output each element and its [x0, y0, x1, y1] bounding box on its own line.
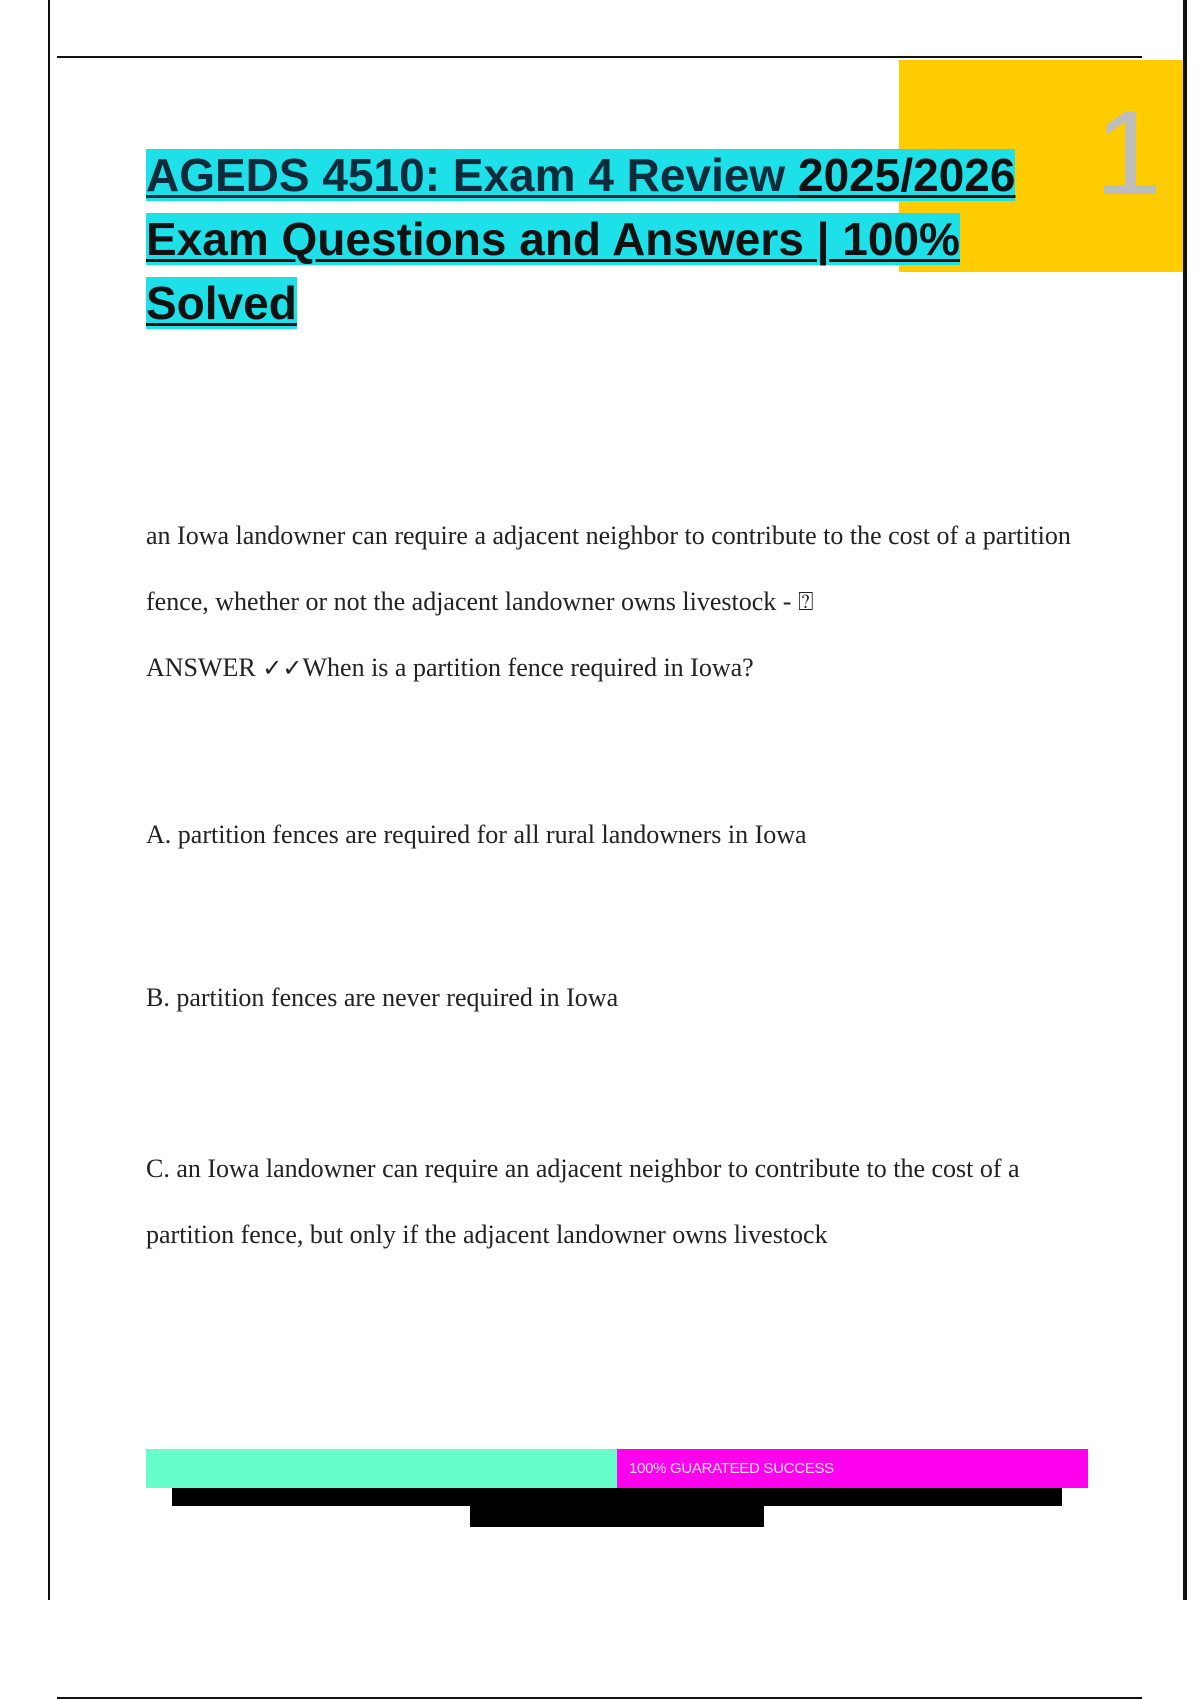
title-part-1: AGEDS 4510: Exam 4 Review	[146, 149, 798, 201]
bottom-rule	[57, 1697, 1142, 1699]
document-title	[146, 143, 1086, 335]
footer-black-bar	[172, 1488, 1062, 1506]
question-intro	[146, 503, 1076, 701]
top-rule	[57, 56, 1142, 58]
answer-label: ANSWER	[146, 653, 263, 682]
title-part-3: Exam Questions and Answers | 100%	[146, 213, 960, 265]
page-border-right	[1183, 0, 1187, 1600]
question-text: When is a partition fence required in Iowa?	[302, 653, 754, 682]
footer-black-bar-small	[470, 1505, 764, 1527]
unknown-glyph-icon: ⍰	[797, 587, 814, 616]
page-border-left	[48, 0, 50, 1600]
title-part-2: 2025/2026	[798, 149, 1016, 201]
option-c: C. an Iowa landowner can require an adjacent neighbor to contribute to the cost of a partition fence, but only if the adjacent landowner owns livestock	[146, 1154, 1020, 1249]
intro-text: an Iowa landowner can require a adjacent neighbor to contribute to the cost of a partition fence, whether or not the adjacent landowner owns livestock -	[146, 521, 1071, 616]
footer-bar-left	[146, 1449, 617, 1488]
title-part-4: Solved	[146, 277, 297, 329]
option-b: B. partition fences are never required in Iowa	[146, 983, 619, 1012]
page-number: 1	[1095, 86, 1162, 220]
check-marks-icon: ✓✓	[262, 654, 303, 682]
footer-label: 100% GUARATEED SUCCESS	[629, 1460, 834, 1477]
option-a: A. partition fences are required for all rural landowners in Iowa	[146, 820, 807, 849]
